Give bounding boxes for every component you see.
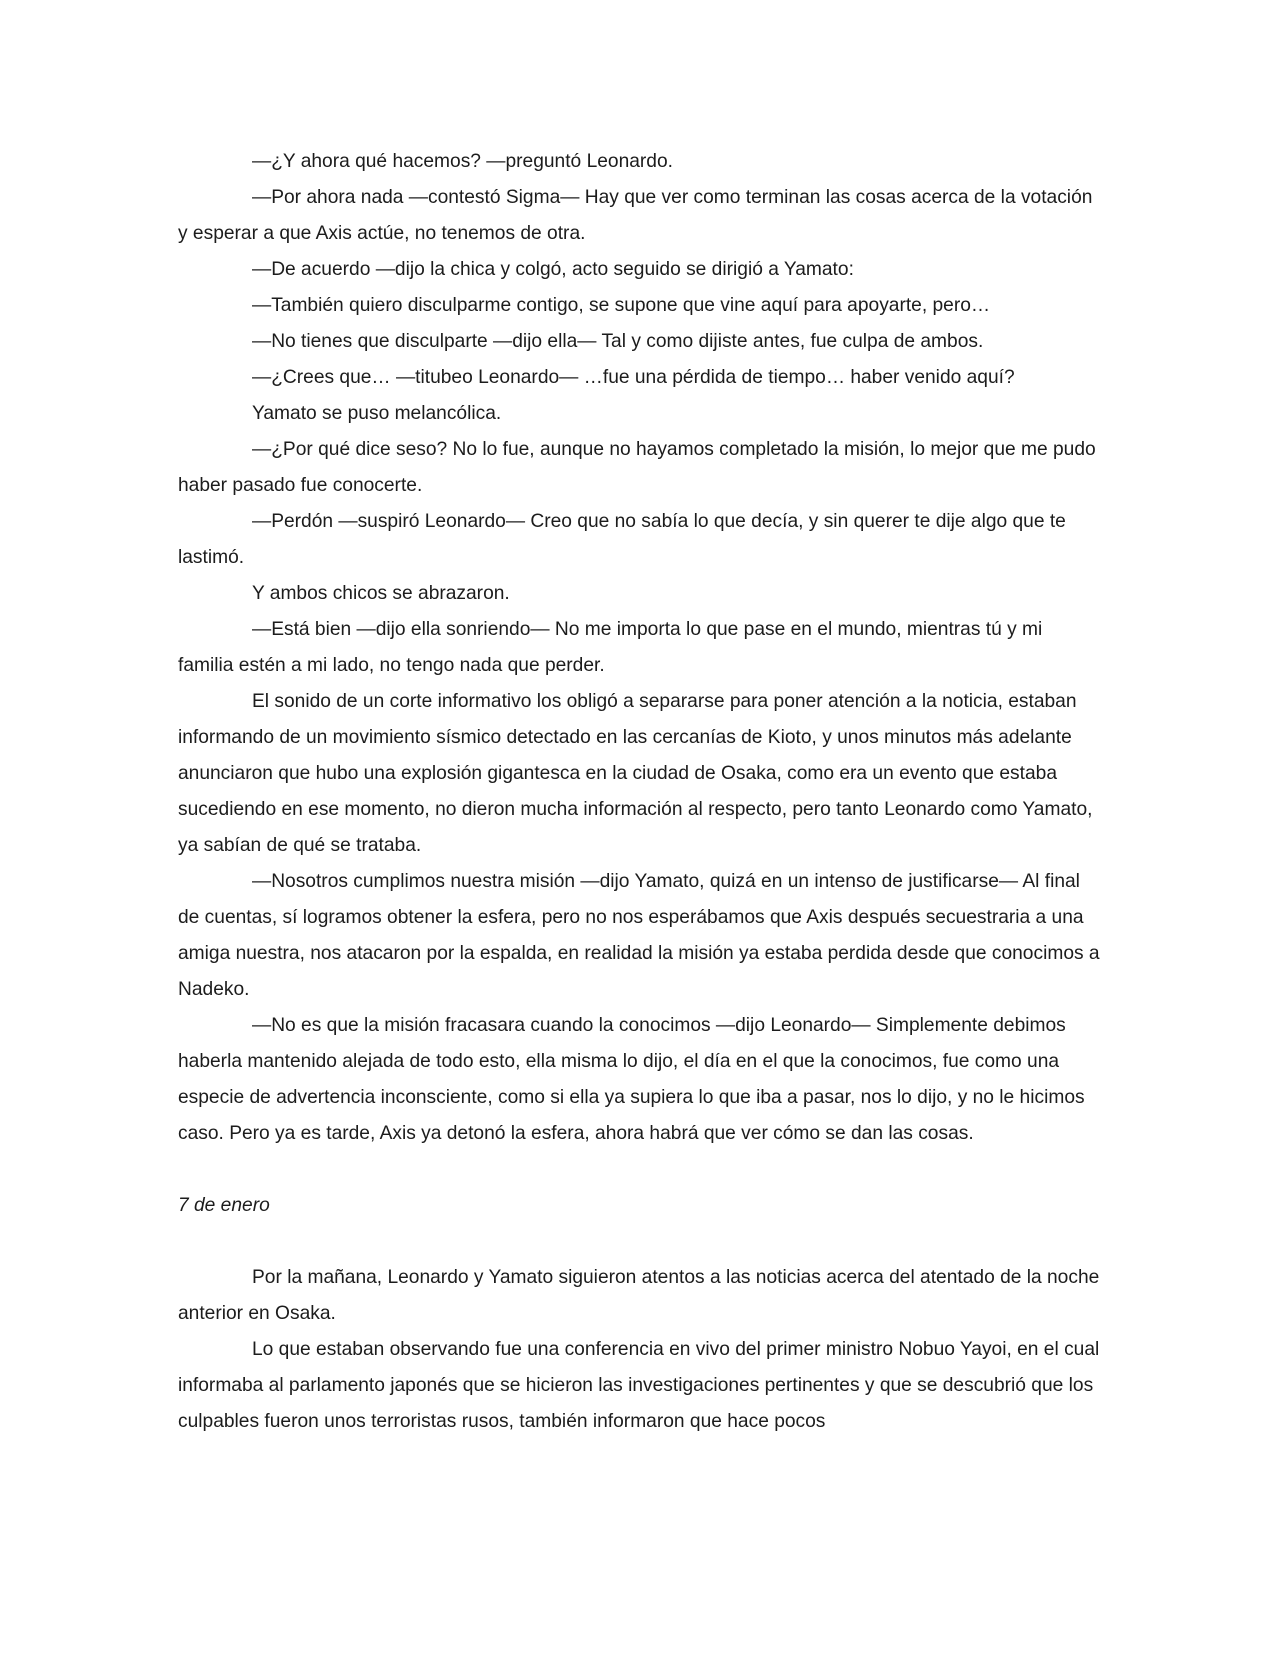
paragraph: Yamato se puso melancólica. [252, 403, 502, 424]
paragraph: —Está bien —dijo ella sonriendo— No me importa lo que pase en el mundo, mientras tú y mi familia estén a mi lado, no tengo nada que perder. [178, 619, 1043, 676]
paragraph: —¿Por qué dice seso? No lo fue, aunque no hayamos completado la misión, lo mejor que me pudo haber pasado fue conocerte. [178, 439, 1096, 496]
paragraph: —De acuerdo —dijo la chica y colgó, acto seguido se dirigió a Yamato: [252, 259, 854, 280]
paragraph: Lo que estaban observando fue una conferencia en vivo del primer ministro Nobuo Yayoi, en el cual informaba al parlamento japonés que se hicieron las investigaciones pertinentes y que se descubrió que los culpables fueron unos terroristas rusos, también informaron que hace pocos [178, 1339, 1100, 1432]
paragraph: —No es que la misión fracasara cuando la conocimos —dijo Leonardo— Simplemente debimos haberla mantenido alejada de todo esto, ella misma lo dijo, el día en el que la conocimos, fue como una especie de advertencia inconsciente, como si ella ya supiera lo que iba a pasar, nos lo dijo, y no le hicimos caso. Pero ya es tarde, Axis ya detonó la esfera, ahora habrá que ver cómo se dan las cosas. [178, 1015, 1085, 1144]
blank-line [178, 1224, 1102, 1260]
paragraph: —Perdón —suspiró Leonardo— Creo que no sabía lo que decía, y sin querer te dije algo que te lastimó. [178, 511, 1066, 568]
paragraph: Por la mañana, Leonardo y Yamato siguieron atentos a las noticias acerca del atentado de la noche anterior en Osaka. [178, 1267, 1100, 1324]
paragraph: —También quiero disculparme contigo, se supone que vine aquí para apoyarte, pero… [252, 295, 991, 316]
paragraph: El sonido de un corte informativo los obligó a separarse para poner atención a la noticia, estaban informando de un movimiento sísmico detectado en las cercanías de Kioto, y unos minutos más adelante anunciaron que hubo una explosión gigantesca en la ciudad de Osaka, como era un evento que estaba sucediendo en ese momento, no dieron mucha información al respecto, pero tanto Leonardo como Yamato, ya sabían de qué se trataba. [178, 691, 1093, 856]
paragraph: Y ambos chicos se abrazaron. [252, 583, 510, 604]
paragraph: —No tienes que disculparte —dijo ella— Tal y como dijiste antes, fue culpa de ambos. [252, 331, 984, 352]
body-text [178, 144, 1102, 1440]
blank-line [178, 1152, 1102, 1188]
date-heading: 7 de enero [178, 1195, 270, 1216]
paragraph: —¿Y ahora qué hacemos? —preguntó Leonardo. [252, 151, 673, 172]
paragraph: —Por ahora nada —contestó Sigma— Hay que ver como terminan las cosas acerca de la votación y esperar a que Axis actúe, no tenemos de otra. [178, 187, 1093, 244]
paragraph: —Nosotros cumplimos nuestra misión —dijo Yamato, quizá en un intenso de justificarse— Al final de cuentas, sí logramos obtener la esfera, pero no nos esperábamos que Axis después secuestraria a una amiga nuestra, nos atacaron por la espalda, en realidad la misión ya estaba perdida desde que conocimos a Nadeko. [178, 871, 1100, 1000]
paragraph: —¿Crees que… —titubeo Leonardo— …fue una pérdida de tiempo… haber venido aquí? [252, 367, 1015, 388]
